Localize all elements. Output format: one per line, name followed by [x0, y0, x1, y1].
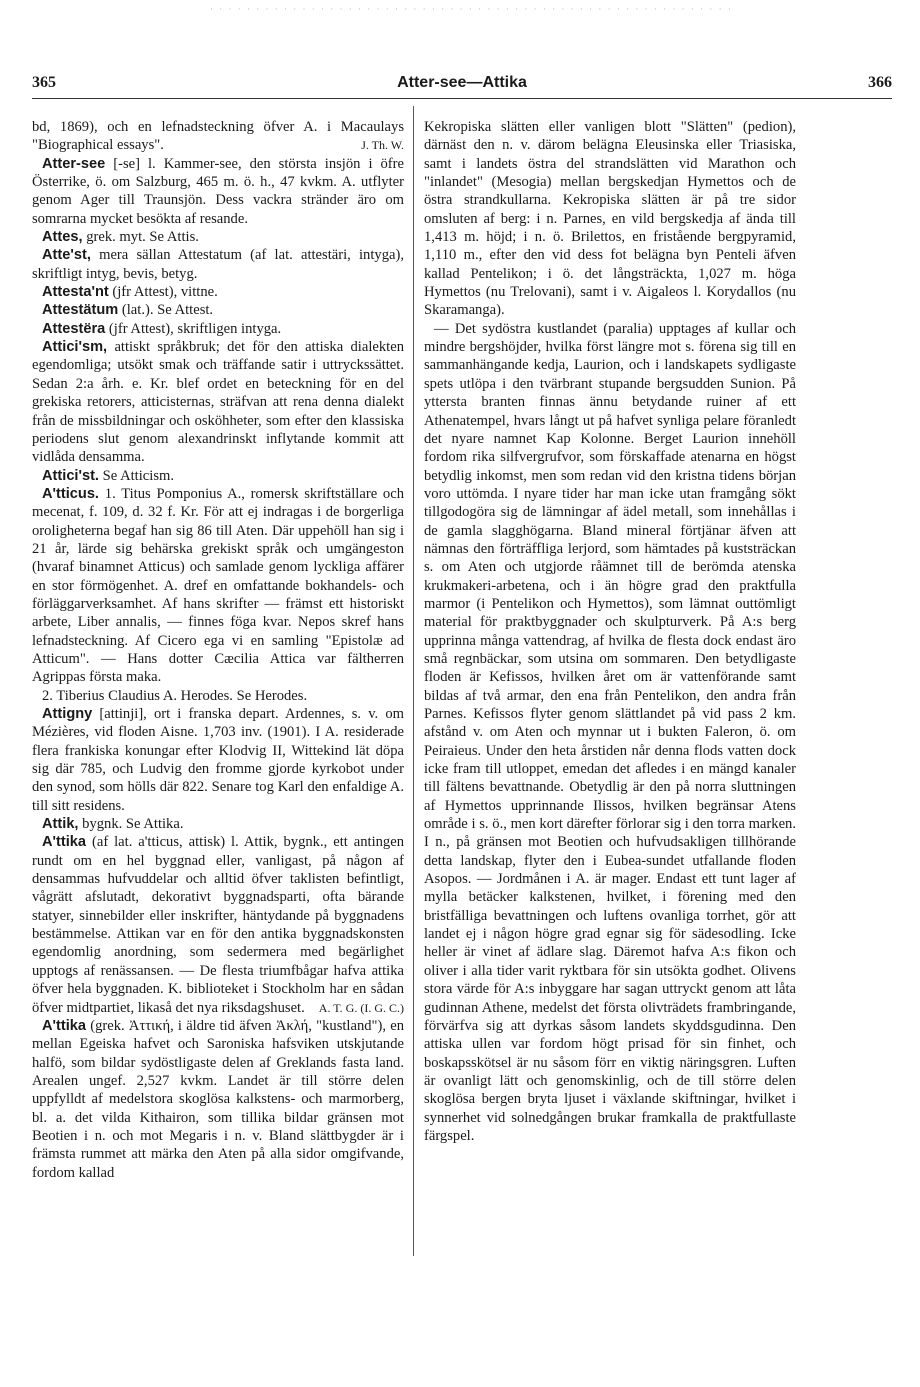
- entry-text: attiskt språkbruk; det för den attiska dialekten egendomliga; utsökt smak och träffande satir i uttryckssättet. Sedan 2:a årh. e. Kr. blef ordet en beteckning för en del grekiska retorers, atticisternas, sträfvan att rena denna dialekt från de missbildningar och osköhheter, som efter den klassiska periodens slut genom alexandrinskt inflytande kommit att vidlåda densamma.: [32, 339, 404, 466]
- entry-text: grek. myt. Se Attis.: [86, 229, 199, 246]
- entry-text: (grek. Ἀττική, i äldre tid äfven Ἀκλή, "kustland"), en mellan Egeiska hafvet och Saroniska hafsviken utskjutande halfö, som bildar sydöstligaste delen af Greklands fasta land. Arealen ungef. 2,527 kvkm. Landet är till större delen uppfylldt af medelstora skoglösa kalkstens- och marmorberg, bl. a. det vilda Kithairon, som tillika bildar gränsen mot Beotien i n. och mot Megaris i n. v. Bland slättbygder är i främsta rummet att märka den Aten på alla sidor omgifvande, fordom kallad: [32, 1017, 404, 1181]
- entry-headword: Atter-see: [42, 155, 106, 172]
- entry-text: bygnk. Se Attika.: [82, 816, 184, 833]
- dictionary-entry: [32, 485, 404, 687]
- bleed-through-marks: · · · · · · · · · · · · · · · · · · · · · · · · · · · · · · · · · · · · · · · · · · · · · · · · · · · · · · · · ·: [210, 4, 733, 14]
- entry-headword: A'ttika: [42, 834, 87, 851]
- right-column: [424, 118, 796, 1145]
- dictionary-entry: [32, 338, 404, 466]
- entry-text: [-se] l. Kammer-see, den största insjön i öfre Österrike, ö. om Salzburg, 465 m. ö. h., 47 kvkm. A. utflyter genom Ager till Traunsjön. Dess vackra stränder äro om somrarna mycket besökta af resande.: [32, 155, 404, 227]
- entry-headword: A'ttika: [42, 1017, 87, 1034]
- entry-headword: Attes,: [42, 229, 83, 246]
- author-signature: J. Th. W.: [361, 138, 404, 153]
- entry-headword: Attestëra: [42, 320, 106, 337]
- author-signature: A. T. G. (I. G. C.): [318, 1000, 404, 1015]
- entry-text: 2. Tiberius Claudius A. Herodes. Se Herodes.: [42, 687, 308, 704]
- dictionary-entry: [32, 155, 404, 228]
- entry-headword: Attici'st.: [42, 467, 99, 484]
- entry-headword: Attici'sm,: [42, 339, 108, 356]
- page-header: [32, 74, 892, 98]
- entry-headword: Attesta'nt: [42, 284, 109, 301]
- entry-text: (af lat. a'tticus, attisk) l. Attik, bygnk., ett antingen rundt om en hel byggnad eller, vanligast, på någon af densammas hufvuddelar och alltid öfver taklisten befintligt, vågrätt afslutadt, dekorativt byggnadsparti, ofta bärande statyer, sinnebilder eller inskrifter, häntydande på byggnadens bestämmelse. Attikan var en för den antika byggnadskonsten egendomlig anordning, som sedermera med begärlighet upptogs af renässansen. — De flesta triumfbågar hafva attika öfver hela byggnaden. K. biblioteket i Stockholm har en sådan öfver midtpartiet, likaså det nya riksdagshuset.: [32, 834, 404, 1016]
- entry-text: Se Atticism.: [102, 467, 175, 484]
- dictionary-entry: [32, 301, 404, 319]
- entry-text: [attinji], ort i franska depart. Ardennes, s. v. om Mézières, vid floden Aisne. 1,703 inv. (1901). I A. residerade flera frankiska konungar efter Klodvig II, Wittekind lät döpa sig där 785, och Ludvig den fromme gjorde kyrkobot under den synod, som hölls där 822. Senare tog Karl den enfaldige A. till sitt residens.: [32, 706, 404, 814]
- entry-text: mera sällan Attestatum (af lat. attestäri, intyga), skriftligt intyg, bevis, betyg.: [32, 247, 404, 282]
- dictionary-entry: [32, 228, 404, 246]
- entry-headword: Atte'st,: [42, 247, 91, 264]
- dictionary-entry: [32, 283, 404, 301]
- dictionary-entry: [32, 320, 404, 338]
- dictionary-entry: [32, 1017, 404, 1182]
- entry-text: bd, 1869), och en lefnadsteckning öfver A. i Macaulays "Biographical essays".: [32, 119, 404, 154]
- entry-text: (jfr Attest), vittne.: [112, 284, 218, 301]
- entry-headword: A'tticus.: [42, 485, 99, 502]
- dictionary-entry: [32, 118, 404, 155]
- dictionary-entry: [32, 705, 404, 815]
- entry-headword: Attigny: [42, 706, 93, 722]
- entry-headword: Attestätum: [42, 302, 119, 319]
- page-number-left: 365: [32, 74, 56, 91]
- dictionary-entry: [32, 467, 404, 485]
- dictionary-entry: [32, 815, 404, 833]
- entry-text: (lat.). Se Attest.: [121, 302, 214, 319]
- dictionary-entry: [32, 246, 404, 283]
- entry-text: 1. Titus Pomponius A., romersk skriftställare och mecenat, f. 109, d. 32 f. Kr. För att ej indragas i de borgerliga oroligheterna begaf han sig 86 till Aten. Där uppehöll han sig i 21 år, lärde sig behärska grekiskt språk och umgängeston (hvaraf binamnet Atticus) och samlade genom lyckliga affärer en stor förmögenhet. A. dref en omfattande bokhandels- och förläggarverksamhet. Af hans skrifter — främst ett historiskt arbete, Liber annalis, — finnes föga kvar. Nepos skref hans lefnadsteckning. Af Cicero ega vi en samling "Epistolæ ad Atticum". — Hans dotter Cæcilia Attica var fältherren Agrippas första maka.: [32, 485, 405, 686]
- entry-headword: Attik,: [42, 816, 79, 833]
- left-column: [32, 118, 404, 1182]
- entry-text: Kekropiska slätten eller vanligen blott "Slätten" (pedion), därnäst den n. v. därom belägna Eleusinska eller Triasiska, samt i landets östra del strandslätten vid Marathon och "inlandet" (Mesogia) mellan bergskedjan Hymettos och de östra strandkullarna. Kekropiska slätten är på tre sidor omsluten af berg: i n. Parnes, en vild bergskedja af ända till 1,413 m. höjd; i n. ö. Brilettos, en fristående bergpyramid, 1,110 m., efter den vid dess fot belägna byn Penteli äfven kallad Pentelikon; i ö. det långsträckta, 1,027 m. höga Hymettos (nu Trelovani), samt i v. Aigaleos l. Korydallos (nu Skaramanga).: [424, 119, 796, 319]
- page-number-right: 366: [868, 74, 892, 91]
- dictionary-entry: [424, 320, 796, 1145]
- entry-text: — Det sydöstra kustlandet (paralia) upptages af kullar och mindre bergshöjder, hvilka först längre mot s. förena sig till en sammanhängande kedja, Laurion, och i landskapets sydligaste spets utlöpa i den tvärbrant stupande bergsudden Sunion. På yttersta branten finnas ännu betydande ruiner af ett Athenatempel, hvars långt ut på hafvet synliga pelare föranledt det nyare namnet Kap Kolonne. Berget Laurion innehöll fordom rika silfvergrufvor, som förskaffade atenarna en högst betydlig inkomst, men som redan vid den kristna tidens början voro uttömda. I nyare tider har man icke utan framgång sökt tillgodogöra sig de lämningar af ädel metall, som innehållas i de gamla slagghögarna. Bland mineral förtjänar äfven att nämnas den förträffliga lerjord, som hämtades på kuststräckan s. om Aten och utgjorde råämnet till de berömda atenska krukmakeri-arbetena, och i än högre grad den praktfulla marmor (i Pentelikon och Hymettos), som lämnat outtömligt material för praktbyggnader och skulpturverk. På A:s berg upprinna många vattendrag, af hvilka de flesta dock endast äro små regnbäckar, som utsina om sommaren. Den betydligaste floden är Kefissos, hvilken året om är vattenförande samt bildas af två armar, den ena från Pentelikon, den andra från Parnes. Kefissos flyter genom slättlandet på vid pass 2 km. afstånd v. om Aten och mynnar ut i bukten Faleron, ö. om Peiraieus. Under den heta årstiden når denna flods vatten dock icke fram till utloppet, emedan det afledes i en mängd kanaler till fältens bevattnande. Obetydlig är den på norra sluttningen af Hymettos upprinnande Ilissos, hvilken begränsar Atens område i s. ö., men kort därefter förlorar sig i den torra marken. I n., på gränsen mot Beotien och hufvudsakligen tillhörande detta landskap, flyter den i Eubea-sundet utfallande floden Asopos. — Jordmånen i A. är mager. Endast ett tunt lager af mylla betäcker kalkstenen, hvilket, i förening med den bristfälliga bevattningen och luftens ovanliga torrhet, gör att landet ej i någon högre grad egnar sig för sädesodling. Icke heller är vinet af ädlare slag. Däremot hafva A:s fikon och oliver i alla tider varit ryktbara för sin utsökta godhet. Olivens stora värde för A:s inbyggare har sagan uttryckt genom att låta gudinnan Athene, medelst det första olivträdets frambringande, förvärfva sig att dyrkas såsom landets skyddsgudinna. Den attiska ullen var fordom högt prisad för sin finhet, och boskapsskötsel är nu såsom förr en viktig näringsgren. Luften är ovanligt lätt och genomskinlig, och de till större delen skoglösa bergen bryta ljuset i växlande skiftningar, hvilket i synnerhet vid solnedgången brukar framkalla de praktfullaste färgspel.: [424, 320, 796, 1144]
- dictionary-entry: [32, 687, 404, 705]
- header-rule: [32, 98, 892, 99]
- dictionary-entry: [32, 833, 404, 1016]
- dictionary-entry: [424, 118, 796, 320]
- entry-text: (jfr Attest), skriftligen intyga.: [108, 320, 282, 337]
- running-title: Atter-see—Attika: [397, 74, 527, 91]
- column-divider: [413, 106, 414, 1256]
